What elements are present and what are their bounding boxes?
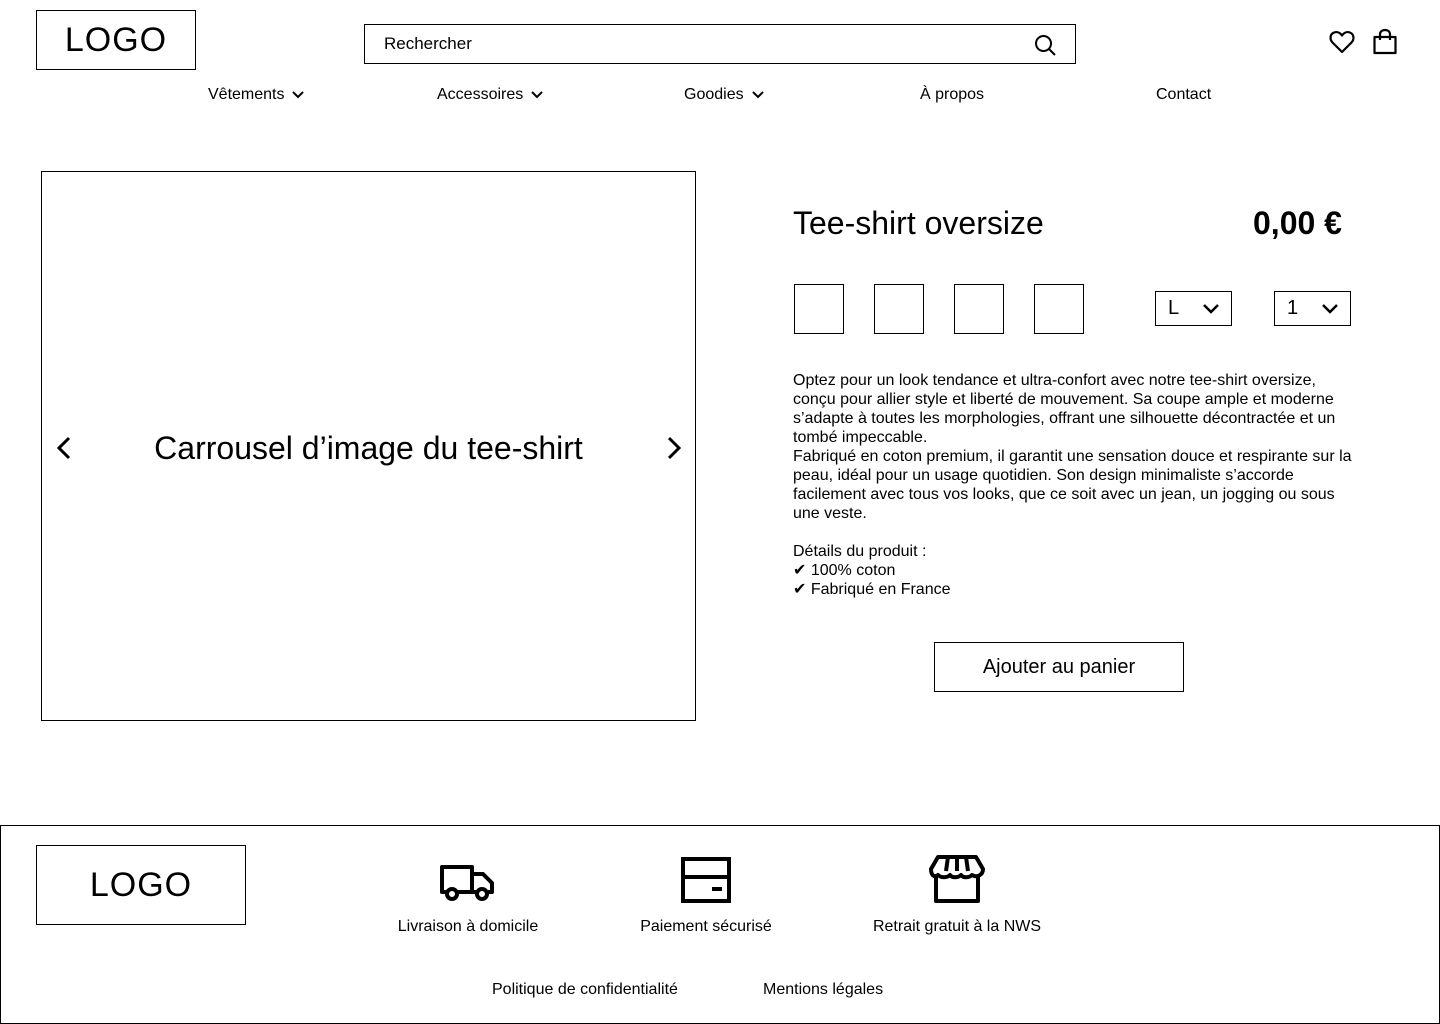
shopping-bag-icon[interactable] [1371, 28, 1399, 56]
color-swatch[interactable] [794, 284, 844, 334]
truck-icon [439, 854, 497, 906]
nav-item-a-propos[interactable] [920, 86, 984, 104]
credit-card-icon [680, 854, 732, 906]
footer-logo[interactable]: LOGO [36, 845, 246, 925]
privacy-policy-link[interactable]: Politique de confidentialité [492, 981, 678, 998]
search-icon[interactable] [1033, 33, 1057, 57]
color-swatch[interactable] [1034, 284, 1084, 334]
description-paragraph: Optez pour un look tendance et ultra-confort avec notre tee-shirt oversize, conçu pour allier style et liberté de mouvement. Sa coupe ample et moderne s’adapte à toutes les morphologies, offrant une silhouette décontractée et un tombé impeccable. [793, 372, 1336, 446]
product-price: 0,00 € [1253, 205, 1342, 241]
search-input[interactable] [384, 34, 1004, 54]
chevron-down-icon [750, 87, 766, 103]
chevron-right-icon[interactable] [662, 434, 686, 462]
chevron-down-icon [290, 87, 306, 103]
nav-item-label: Contact [1156, 86, 1212, 103]
feature-label: Paiement sécurisé [640, 918, 772, 935]
details-title: Détails du produit : [793, 543, 927, 560]
footer [0, 825, 1440, 1024]
chevron-down-icon [1201, 300, 1221, 318]
nav-item-label: Accessoires [437, 86, 524, 103]
details-item: ✔ 100% coton [793, 562, 896, 579]
nav-item-label: Goodies [684, 86, 744, 103]
chevron-down-icon [1320, 300, 1340, 318]
feature-free-pickup [867, 854, 1047, 936]
product-description [793, 371, 1353, 599]
header-logo[interactable]: LOGO [36, 10, 196, 70]
nav-item-label: À propos [920, 86, 985, 103]
product-image-carousel[interactable] [41, 171, 696, 721]
chevron-down-icon [529, 87, 545, 103]
quantity-select-value: 1 [1287, 297, 1299, 319]
carousel-caption: Carrousel d’image du tee-shirt [154, 430, 583, 466]
color-swatch[interactable] [874, 284, 924, 334]
feature-secure-payment [635, 854, 777, 936]
feature-label: Retrait gratuit à la NWS [872, 918, 1042, 935]
search-bar[interactable] [364, 24, 1076, 64]
feature-home-delivery [392, 854, 544, 936]
nav-item-label: Vêtements [208, 86, 285, 103]
description-paragraph: Fabriqué en coton premium, il garantit une sensation douce et respirante sur la peau, idéal pour un usage quotidien. Son design minimaliste s’accorde facilement avec tous vos looks, que ce soit avec un jean, un jogging ou sous une veste. [793, 448, 1352, 522]
heart-icon[interactable] [1328, 28, 1356, 56]
color-swatch[interactable] [954, 284, 1004, 334]
nav-item-contact[interactable] [1156, 86, 1211, 104]
details-item: ✔ Fabriqué en France [793, 581, 951, 598]
store-icon [928, 854, 986, 906]
product-title: Tee-shirt oversize [793, 205, 1044, 241]
size-select[interactable] [1155, 291, 1232, 326]
feature-label: Livraison à domicile [397, 918, 539, 935]
quantity-select[interactable] [1274, 291, 1351, 326]
legal-notice-link[interactable]: Mentions légales [763, 981, 884, 998]
nav-item-goodies[interactable] [684, 86, 766, 104]
size-select-value: L [1168, 297, 1180, 319]
nav-item-accessoires[interactable] [437, 86, 545, 104]
nav-item-vetements[interactable] [208, 86, 306, 104]
add-to-cart-button[interactable]: Ajouter au panier [934, 642, 1184, 692]
